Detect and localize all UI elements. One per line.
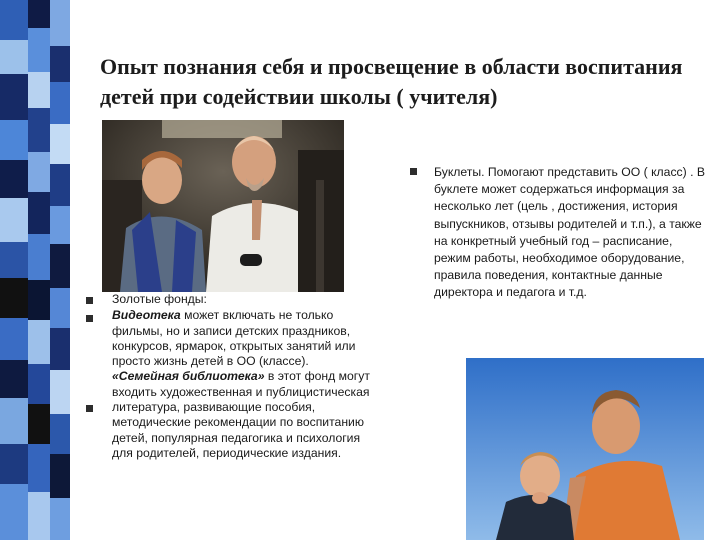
bullet-marker	[86, 405, 93, 412]
bullet-marker	[410, 168, 417, 175]
list-item-booklets: Буклеты. Помогают представить ОО ( класс) . В буклете может содержаться информация за несколько лет (цель , достижения, история выпускников, отзывы родителей и т.п.), а также на конкретный учебный год – расписание, режим работы, необходимое оборудование, правила поведения, контактные данные директора и педагога и т.д.	[434, 165, 705, 300]
list-item-video-library: Видеотека может включать не только фильмы, но и записи детских праздников, конкурсов, ярмарок, открытых занятий или просто жизнь детей в ОО (классе).	[112, 308, 356, 369]
list-item-family-library: «Семейная библиотека» в этот фонд могут входить художественная и публицистическая литература, развивающие пособия, методические рекомендации по воспитанию детей, популярная педагогика и психология для родителей, периодические издания.	[112, 369, 370, 460]
slide-title: Опыт познания себя и просвещение в области воспитания детей при содействии школы ( учителя)	[100, 54, 683, 109]
photo-father-and-son	[466, 358, 704, 540]
bullet-marker	[86, 297, 93, 304]
bullet-marker	[86, 315, 93, 322]
left-bullet-list	[112, 292, 384, 461]
photo-man-and-teen	[102, 120, 344, 292]
list-item-golden-funds: Золотые фонды:	[112, 292, 207, 306]
decorative-strip	[0, 0, 70, 540]
